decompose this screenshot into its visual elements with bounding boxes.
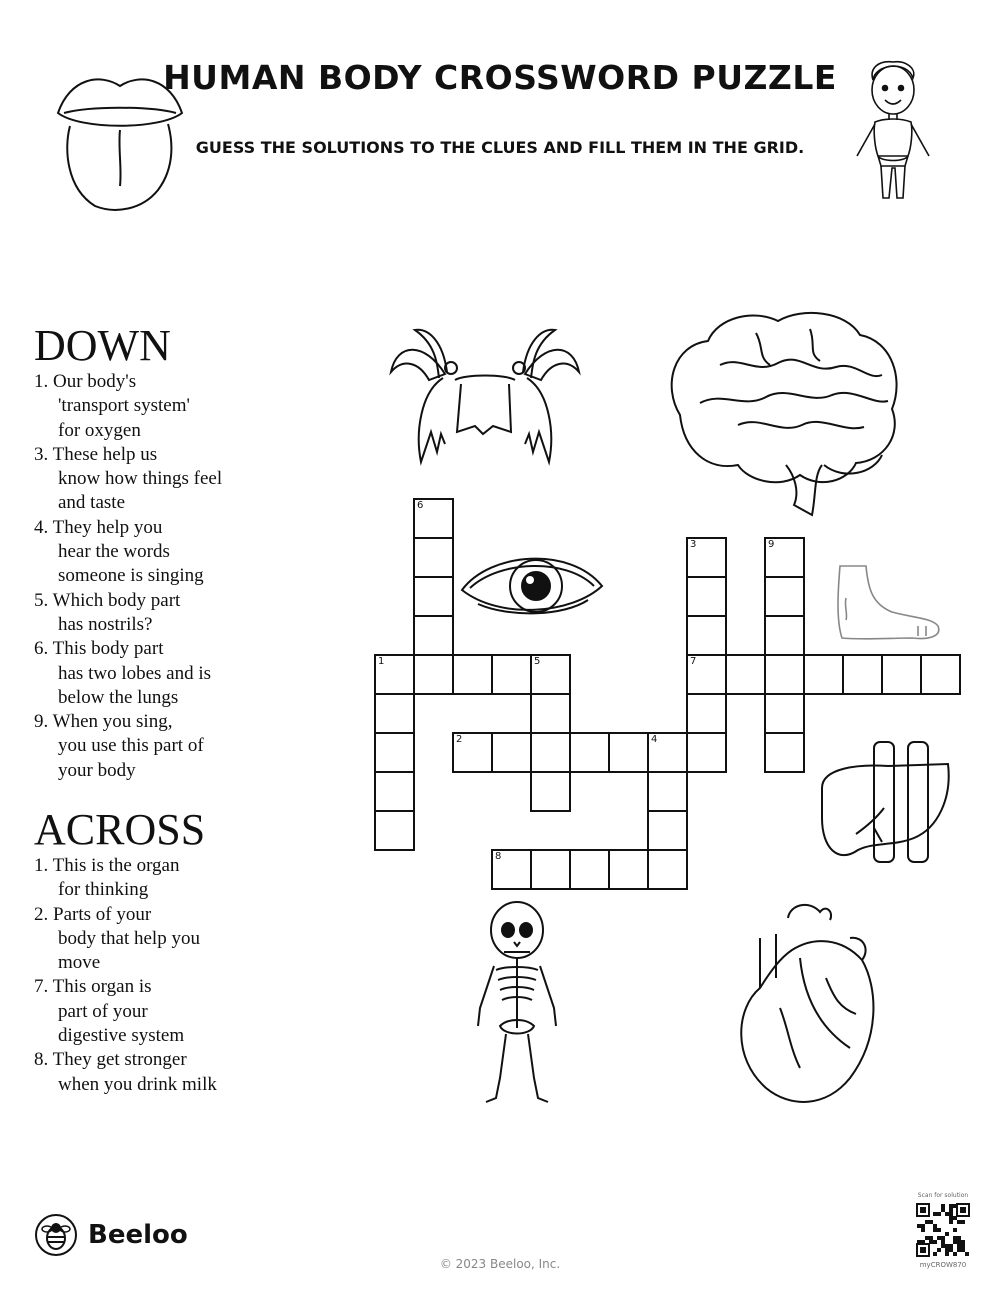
grid-cell[interactable] — [725, 654, 766, 695]
clue-number: 5 — [534, 656, 541, 667]
across-clue — [34, 903, 217, 976]
clue-line: 'transport system' — [58, 395, 190, 417]
skeleton-illustration — [470, 898, 565, 1108]
clue-line: hear the words — [58, 541, 170, 563]
grid-cell[interactable] — [686, 732, 727, 773]
clue-number: 6 — [417, 500, 424, 511]
down-clue — [34, 710, 222, 783]
clue-line: digestive system — [58, 1025, 185, 1047]
hair-pigtails-illustration — [385, 322, 585, 472]
grid-cell[interactable] — [764, 615, 805, 656]
grid-cell[interactable] — [920, 654, 961, 695]
grid-cell[interactable] — [686, 537, 727, 578]
boy-illustration — [845, 58, 940, 203]
lips-tongue-illustration — [50, 68, 190, 213]
grid-cell[interactable] — [569, 732, 610, 773]
grid-cell[interactable] — [491, 732, 532, 773]
eye-illustration — [460, 548, 605, 623]
heart-illustration — [730, 898, 890, 1113]
grid-cell[interactable] — [803, 654, 844, 695]
grid-cell[interactable] — [530, 654, 571, 695]
grid-cell[interactable] — [686, 693, 727, 734]
grid-cell[interactable] — [374, 693, 415, 734]
grid-cell[interactable] — [686, 615, 727, 656]
grid-cell[interactable] — [374, 771, 415, 812]
clue-line: for oxygen — [58, 419, 141, 441]
grid-cell[interactable] — [686, 654, 727, 695]
grid-cell[interactable] — [764, 732, 805, 773]
grid-cell[interactable] — [413, 615, 454, 656]
clue-line: know how things feel — [58, 468, 223, 490]
clue-line: has two lobes and is — [58, 662, 212, 684]
solution-code: myCROW870 — [919, 1261, 967, 1269]
clue-line: your body — [58, 759, 136, 781]
down-clue — [34, 443, 222, 516]
page-title: HUMAN BODY CROSSWORD PUZZLE — [163, 58, 837, 97]
foot-illustration — [832, 560, 947, 642]
down-clue — [34, 637, 222, 710]
clue-line: 4. They help you — [34, 516, 163, 538]
clue-line: below the lungs — [58, 686, 179, 708]
grid-cell[interactable] — [530, 732, 571, 773]
clue-line: 9. When you sing, — [34, 711, 173, 733]
down-clue — [34, 589, 222, 638]
clue-number: 2 — [456, 734, 463, 745]
grid-cell[interactable] — [569, 849, 610, 890]
clue-line: 1. This is the organ — [34, 855, 180, 876]
grid-cell[interactable] — [764, 537, 805, 578]
grid-cell[interactable] — [413, 537, 454, 578]
brain-illustration — [660, 305, 905, 520]
clue-line: you use this part of — [58, 735, 204, 757]
grid-cell[interactable] — [491, 654, 532, 695]
grid-cell[interactable] — [452, 732, 493, 773]
across-clue-list — [34, 854, 217, 1097]
grid-cell[interactable] — [881, 654, 922, 695]
grid-cell[interactable] — [647, 771, 688, 812]
scan-label: Scan for solution — [917, 1192, 969, 1199]
clue-line: for thinking — [58, 879, 149, 901]
clue-line: 7. This organ is — [34, 976, 152, 998]
grid-cell[interactable] — [647, 732, 688, 773]
grid-cell[interactable] — [647, 810, 688, 851]
clue-line: move — [58, 952, 101, 974]
clue-line: and taste — [58, 492, 126, 514]
grid-cell[interactable] — [647, 849, 688, 890]
grid-cell[interactable] — [686, 576, 727, 617]
grid-cell[interactable] — [374, 654, 415, 695]
brand-logo — [34, 1213, 188, 1257]
clue-line: has nostrils? — [58, 613, 153, 635]
down-clue — [34, 370, 222, 443]
down-clues — [34, 321, 223, 783]
bee-logo-icon — [34, 1213, 78, 1257]
qr-code-icon[interactable] — [916, 1203, 970, 1257]
across-clue — [34, 854, 217, 903]
grid-cell[interactable] — [764, 654, 805, 695]
across-clue — [34, 975, 217, 1048]
grid-cell[interactable] — [608, 732, 649, 773]
grid-cell[interactable] — [842, 654, 883, 695]
liver-illustration — [818, 738, 953, 868]
clue-number: 3 — [690, 539, 697, 550]
grid-cell[interactable] — [530, 771, 571, 812]
clue-line: 3. These help us — [34, 443, 158, 465]
grid-cell[interactable] — [374, 810, 415, 851]
clue-number: 1 — [378, 656, 385, 667]
across-clue — [34, 1048, 217, 1097]
grid-cell[interactable] — [491, 849, 532, 890]
grid-cell[interactable] — [413, 576, 454, 617]
clue-line: 2. Parts of your — [34, 903, 152, 925]
grid-cell[interactable] — [608, 849, 649, 890]
down-clue-list — [34, 370, 222, 783]
clue-line: 1. Our body's — [34, 371, 137, 392]
clue-number: 7 — [690, 656, 697, 667]
grid-cell[interactable] — [413, 498, 454, 539]
clue-line: body that help you — [58, 927, 200, 949]
clue-line: when you drink milk — [58, 1073, 217, 1095]
clue-line: 8. They get stronger — [34, 1049, 187, 1071]
clue-number: 4 — [651, 734, 658, 745]
grid-cell[interactable] — [530, 849, 571, 890]
down-clue — [34, 516, 222, 589]
page-subtitle: GUESS THE SOLUTIONS TO THE CLUES AND FILL THEM IN THE GRID. — [195, 138, 805, 157]
clue-line: someone is singing — [58, 565, 204, 587]
clue-number: 8 — [495, 851, 502, 862]
grid-cell[interactable] — [530, 693, 571, 734]
across-heading: ACROSS — [34, 805, 206, 854]
clue-line: 6. This body part — [34, 638, 164, 660]
clue-line: 5. Which body part — [34, 589, 181, 611]
down-heading: DOWN — [34, 321, 171, 370]
grid-cell[interactable] — [452, 654, 493, 695]
brand-name: Beeloo — [88, 1220, 188, 1250]
grid-cell[interactable] — [374, 732, 415, 773]
grid-cell[interactable] — [764, 576, 805, 617]
copyright: © 2023 Beeloo, Inc. — [439, 1257, 561, 1271]
grid-cell[interactable] — [413, 654, 454, 695]
grid-cell[interactable] — [764, 693, 805, 734]
across-clues — [34, 805, 217, 1097]
clue-number: 9 — [768, 539, 775, 550]
clue-line: part of your — [58, 1000, 148, 1022]
